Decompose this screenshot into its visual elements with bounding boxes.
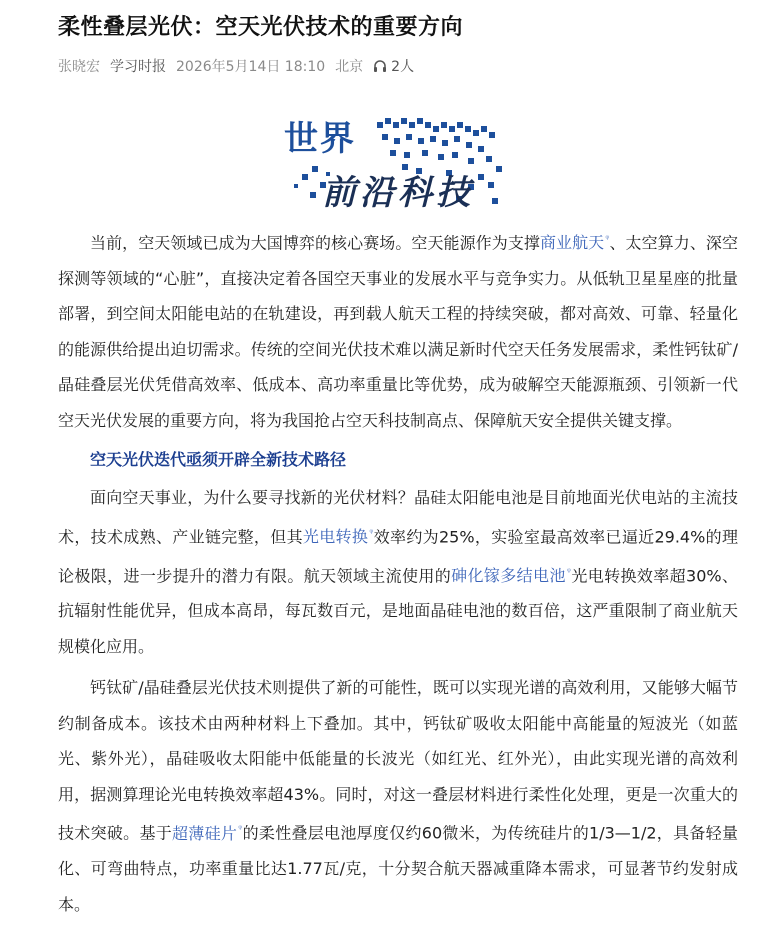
publish-datetime: 2026年5月14日 18:10 xyxy=(176,59,326,75)
publish-location: 北京 xyxy=(335,59,364,75)
search-icon: ᵠ xyxy=(238,824,243,836)
keyword-link[interactable]: 光电转换$^ᵠ$ xyxy=(302,527,374,547)
section-heading: 空天光伏迭代亟须开辟全新技术路径 xyxy=(90,450,347,470)
listen-button[interactable] xyxy=(373,56,424,76)
world-map-dots-graphic xyxy=(282,112,512,212)
banner-image xyxy=(282,112,512,212)
keyword-link[interactable]: 商业航天$^ᵠ$ xyxy=(539,233,610,253)
paragraph: 面向空天事业，为什么要寻找新的光伏材料？晶硅太阳能电池是目前地面光伏电站的主流技术，技术成熟、产业链完整，但其光电转换$^ᵠ$效率约为25%，实验室最高效率已逼近29.4%的理论极限，进一步提升的潜力有限。航天领域主流使用的砷化镓多结电池$^ᵠ$光电转换效率超30%、抗辐射性能优异，但成本高昂，每瓦数百元，是地面晶硅电池的数百倍，这严重限制了商业航天规模化应用。 xyxy=(58,488,738,656)
banner-subtitle: 前沿科技 xyxy=(322,173,474,212)
headphones-icon xyxy=(373,59,387,73)
banner-title-world: 世界 xyxy=(284,119,356,159)
article-title: 柔性叠层光伏：空天光伏技术的重要方向 xyxy=(58,15,464,40)
source-name[interactable]: 学习时报 xyxy=(110,59,166,75)
paragraph: 当前，空天领域已成为大国博弈的核心赛场。空天能源作为支撑商业航天$^ᵠ$、太空算力、深空探测等领域的“心脏”，直接决定着各国空天事业的发展水平与竞争实力。从低轨卫星星座的批量部署，到空间太阳能电站的在轨建设，再到载人航天工程的持续突破，都对高效、可靠、轻量化的能源供给提出迫切需求。传统的空间光伏技术难以满足新时代空天任务发展需求，柔性钙钛矿/晶硅叠层光伏凭借高效率、低成本、高功率重量比等优势，成为破解空天能源瓶颈、引领新一代空天光伏发展的重要方向，将为我国抢占空天科技制高点、保障航天安全提供关键支撑。 xyxy=(58,233,738,430)
keyword-link[interactable]: 超薄硅片$^ᵠ$ xyxy=(172,823,243,843)
author[interactable]: 张晓宏 xyxy=(58,59,100,75)
paragraph: 钙钛矿/晶硅叠层光伏技术则提供了新的可能性，既可以实现光谱的高效利用，又能够大幅节约制备成本。该技术由两种材料上下叠加。其中，钙钛矿吸收太阳能中高能量的短波光（如蓝光、紫外光），晶硅吸收太阳能中低能量的长波光（如红光、红外光），由此实现光谱的高效利用，据测算理论光电转换效率超43%。同时，对这一叠层材料进行柔性化处理，更是一次重大的技术突破。基于超薄硅片$^ᵠ$的柔性叠层电池厚度仅约60微米，为传统硅片的1/3—1/2，具备轻量化、可弯曲特点，功率重量比达1.77瓦/克，十分契合航天器减重降本需求，可显著节约发射成本。 xyxy=(58,678,738,914)
keyword-link[interactable]: 砷化镓多结电池$^ᵠ$ xyxy=(451,565,571,585)
search-icon: ᵠ xyxy=(369,527,374,539)
search-icon: ᵠ xyxy=(566,566,571,578)
article-meta xyxy=(58,56,434,76)
listener-count: 2人 xyxy=(391,59,415,75)
search-icon: ᵠ xyxy=(605,234,610,245)
article-body xyxy=(58,222,738,928)
